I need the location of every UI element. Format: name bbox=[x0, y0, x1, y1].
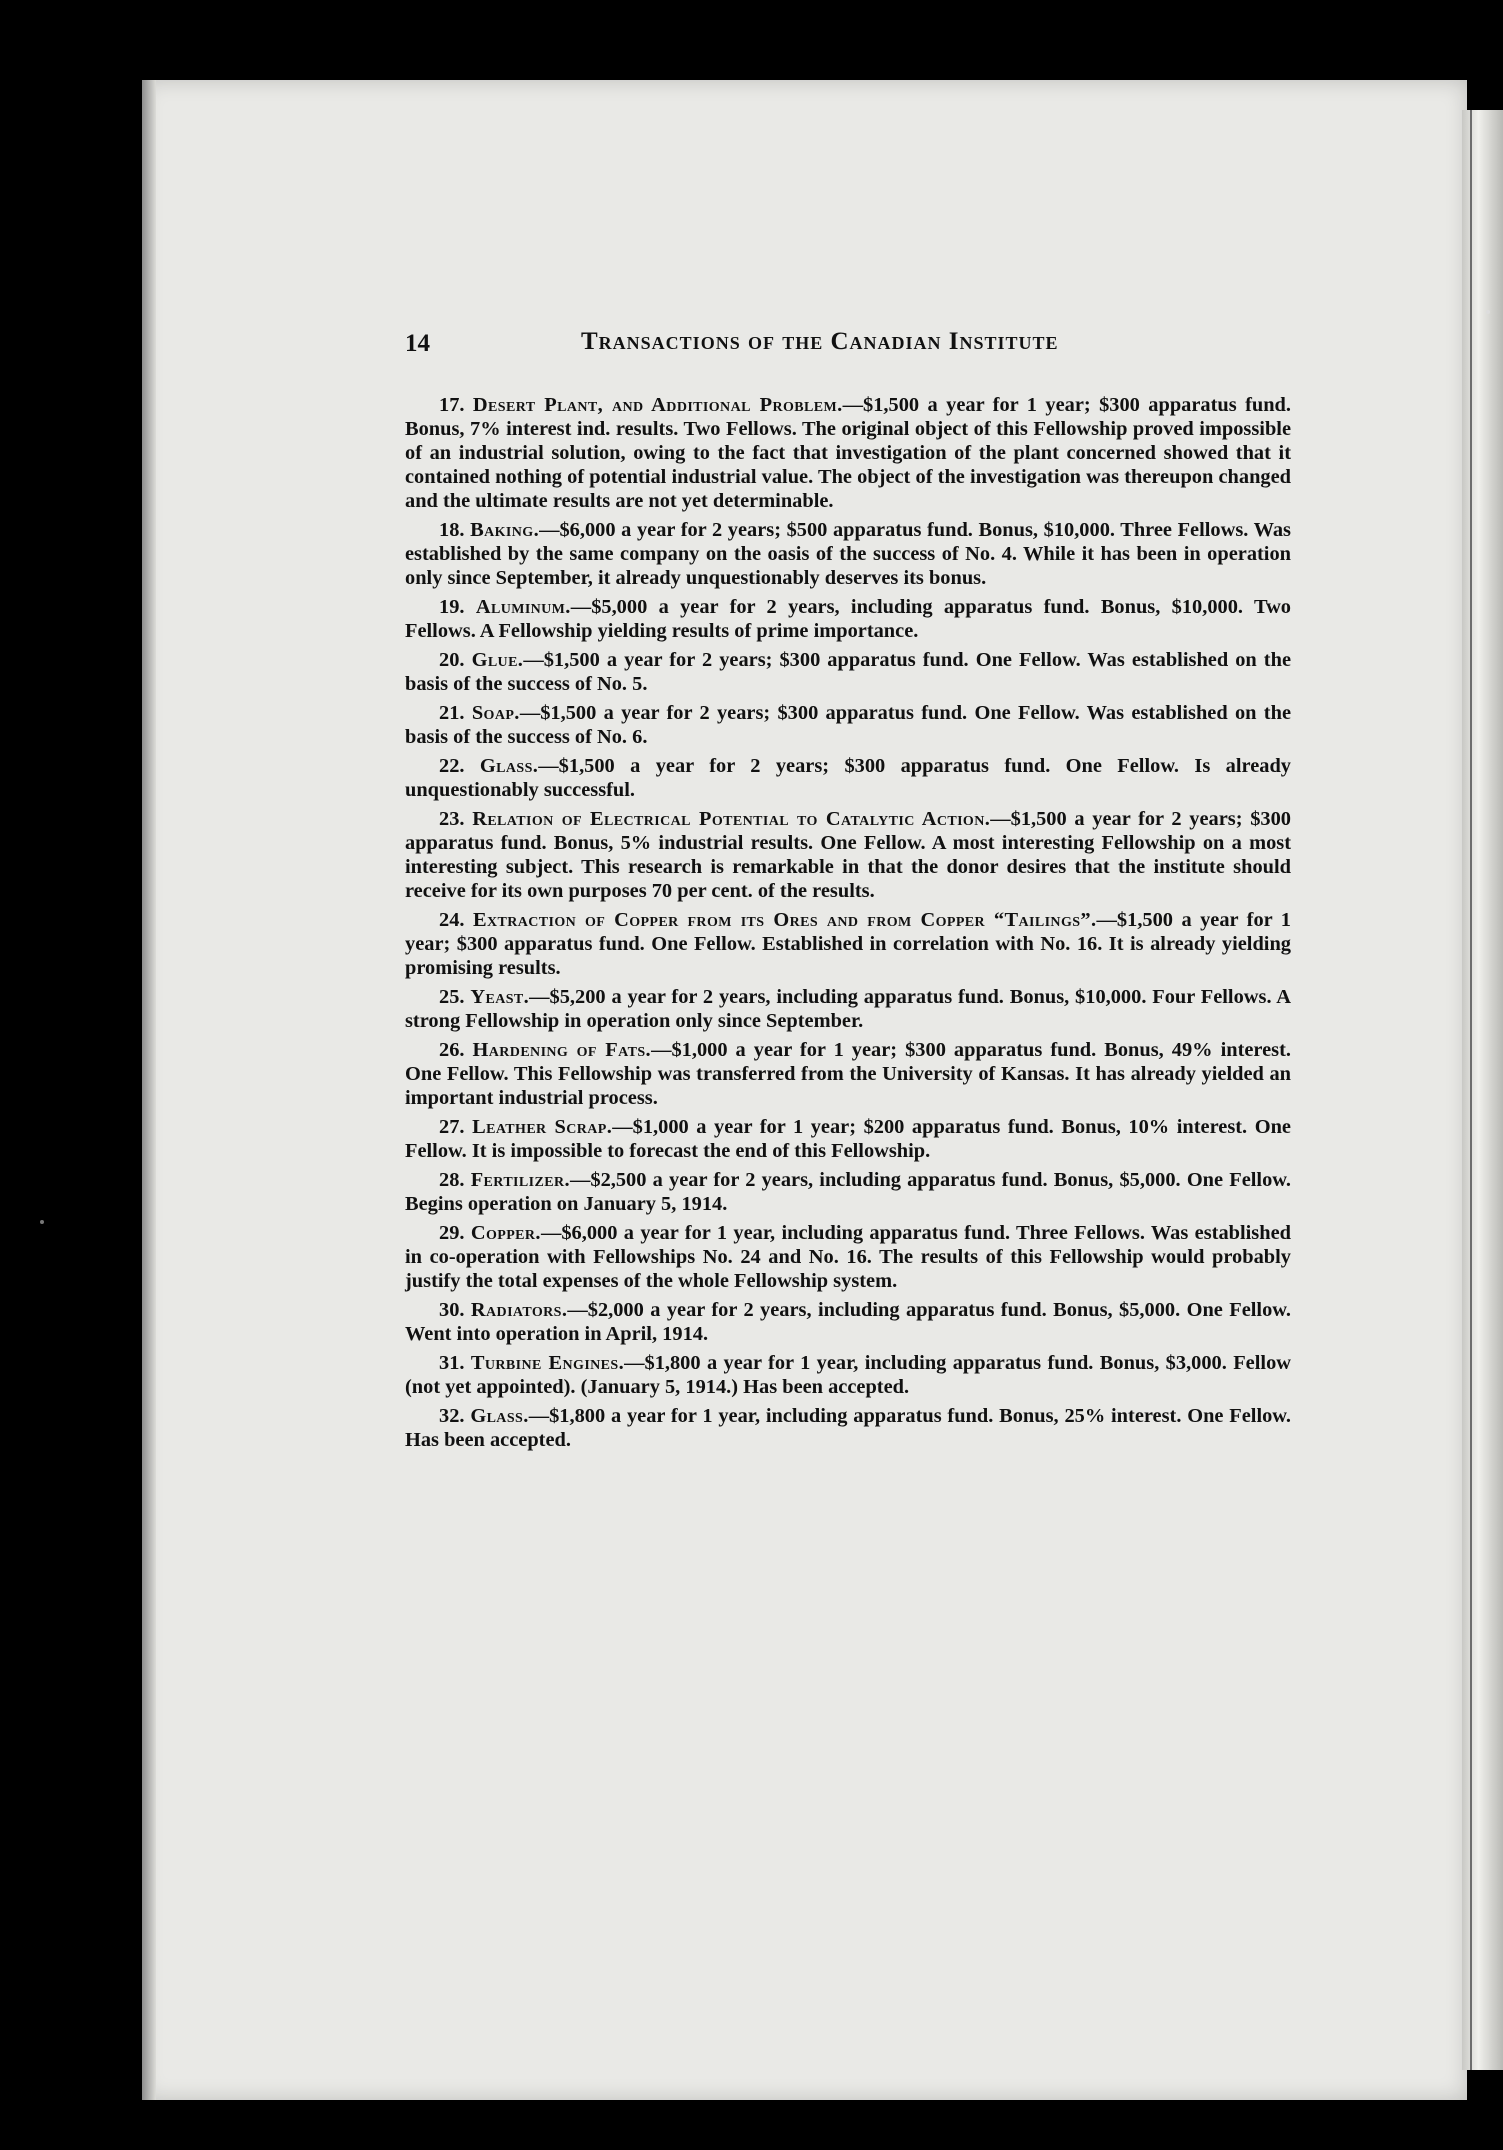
entry-title: Leather Scrap. bbox=[472, 1116, 613, 1138]
entry-text: —$6,000 a year for 2 years; $500 apparatus fund. Bonus, $10,000. Three Fellows. Was established by the same company on the oasis of the success of No. 4. While it has been in operation only since September, it already unquestionably deserves its bonus. bbox=[405, 519, 1291, 589]
list-item bbox=[405, 1168, 1291, 1216]
list-item bbox=[405, 1351, 1291, 1399]
entry-number: 21. bbox=[439, 702, 465, 724]
entry-text: —$6,000 a year for 1 year, including apparatus fund. Three Fellows. Was established in co-operation with Fellowships No. 24 and No. 16. The results of this Fellowship would probably justify the total expenses of the whole Fellowship system. bbox=[405, 1222, 1291, 1292]
list-item bbox=[405, 518, 1291, 590]
list-item bbox=[405, 1221, 1291, 1293]
page-gutter-shadow bbox=[142, 80, 156, 2100]
entry-text: —$1,500 a year for 2 years; $300 apparatus fund. One Fellow. Is already unquestionably successful. bbox=[405, 755, 1291, 801]
entry-text: —$2,000 a year for 2 years, including apparatus fund. Bonus, $5,000. One Fellow. Went into operation in April, 1914. bbox=[405, 1299, 1291, 1345]
entry-number: 27. bbox=[439, 1116, 465, 1138]
entry-number: 24. bbox=[439, 909, 465, 931]
entry-number: 17. bbox=[439, 394, 465, 416]
entry-number: 18. bbox=[439, 519, 465, 541]
entry-number: 32. bbox=[439, 1405, 465, 1427]
entry-title: Glue. bbox=[471, 649, 524, 671]
entry-text: —$1,500 a year for 1 year; $300 apparatus fund. One Fellow. Established in correlation with No. 16. It is already yielding promising results. bbox=[405, 909, 1291, 979]
entry-text: —$1,800 a year for 1 year, including apparatus fund. Bonus, $3,000. Fellow (not yet appointed). (January 5, 1914.) Has been accepted. bbox=[405, 1352, 1291, 1398]
entry-number: 20. bbox=[439, 649, 465, 671]
entry-title: Extraction of Copper from its Ores and from Copper “Tailings”. bbox=[472, 909, 1097, 931]
entry-title: Hardening of Fats. bbox=[472, 1039, 652, 1061]
list-item bbox=[405, 595, 1291, 643]
running-title: Transactions of the Canadian Institute bbox=[581, 328, 1059, 355]
entry-text: —$1,500 a year for 2 years; $300 apparatus fund. Bonus, 5% industrial results. One Fellow. A most interesting Fellowship on a most interesting subject. This research is remarkable in that the donor desires that the institute should receive for its own purposes 70 per cent. of the results. bbox=[405, 808, 1291, 902]
list-item bbox=[405, 754, 1291, 802]
entry-title: Baking. bbox=[470, 519, 540, 541]
entry-title: Turbine Engines. bbox=[470, 1352, 625, 1374]
list-item bbox=[405, 1115, 1291, 1163]
entry-number: 26. bbox=[439, 1039, 465, 1061]
entry-title: Fertilizer. bbox=[470, 1169, 570, 1191]
fellowship-list bbox=[405, 393, 1291, 1457]
list-item bbox=[405, 648, 1291, 696]
entry-text: —$1,800 a year for 1 year, including apparatus fund. Bonus, 25% interest. One Fellow. Has been accepted. bbox=[405, 1405, 1291, 1451]
page-stack-edge bbox=[1462, 110, 1503, 2070]
entry-text: —$5,200 a year for 2 years, including apparatus fund. Bonus, $10,000. Four Fellows. A strong Fellowship in operation only since September. bbox=[405, 986, 1291, 1032]
scan-speck bbox=[40, 1220, 44, 1224]
entry-title: Relation of Electrical Potential to Catalytic Action. bbox=[472, 808, 991, 830]
entry-number: 23. bbox=[439, 808, 465, 830]
list-item bbox=[405, 1298, 1291, 1346]
entry-title: Aluminum. bbox=[475, 596, 571, 618]
entry-number: 19. bbox=[439, 596, 465, 618]
list-item bbox=[405, 1038, 1291, 1110]
entry-text: —$1,000 a year for 1 year; $300 apparatus fund. Bonus, 49% interest. One Fellow. This Fellowship was transferred from the University of Kansas. It has already yielded an important industrial process. bbox=[405, 1039, 1291, 1109]
entry-title: Yeast. bbox=[470, 986, 530, 1008]
entry-title: Radiators. bbox=[470, 1299, 568, 1321]
entry-number: 31. bbox=[439, 1352, 465, 1374]
entry-title: Desert Plant, and Additional Problem. bbox=[472, 394, 843, 416]
list-item bbox=[405, 1404, 1291, 1452]
entry-title: Soap. bbox=[471, 702, 520, 724]
entry-text: —$1,000 a year for 1 year; $200 apparatus fund. Bonus, 10% interest. One Fellow. It is impossible to forecast the end of this Fellowship. bbox=[405, 1116, 1291, 1162]
entry-text: —$1,500 a year for 1 year; $300 apparatus fund. Bonus, 7% interest ind. results. Two Fellows. The original object of this Fellowship proved impossible of an industrial solution, owing to the fact that investigation of the plant concerned showed that it contained nothing of potential industrial value. The object of the investigation was thereupon changed and the ultimate results are not yet determinable. bbox=[405, 394, 1291, 512]
entry-title: Glass. bbox=[479, 755, 539, 777]
entry-text: —$1,500 a year for 2 years; $300 apparatus fund. One Fellow. Was established on the basis of the success of No. 6. bbox=[405, 702, 1291, 748]
entry-number: 30. bbox=[439, 1299, 465, 1321]
entry-number: 29. bbox=[439, 1222, 465, 1244]
page-number: 14 bbox=[405, 330, 430, 357]
running-header bbox=[405, 330, 1145, 370]
list-item bbox=[405, 701, 1291, 749]
entry-number: 25. bbox=[439, 986, 465, 1008]
list-item bbox=[405, 985, 1291, 1033]
list-item bbox=[405, 908, 1291, 980]
entry-text: —$2,500 a year for 2 years, including apparatus fund. Bonus, $5,000. One Fellow. Begins operation on January 5, 1914. bbox=[405, 1169, 1291, 1215]
entry-number: 22. bbox=[439, 755, 465, 777]
list-item bbox=[405, 393, 1291, 513]
entry-number: 28. bbox=[439, 1169, 465, 1191]
list-item bbox=[405, 807, 1291, 903]
entry-title: Copper. bbox=[470, 1222, 541, 1244]
scan-speck bbox=[1486, 310, 1490, 314]
entry-title: Glass. bbox=[470, 1405, 529, 1427]
entry-text: —$5,000 a year for 2 years, including apparatus fund. Bonus, $10,000. Two Fellows. A Fellowship yielding results of prime importance. bbox=[405, 596, 1291, 642]
entry-text: —$1,500 a year for 2 years; $300 apparatus fund. One Fellow. Was established on the basis of the success of No. 5. bbox=[405, 649, 1291, 695]
